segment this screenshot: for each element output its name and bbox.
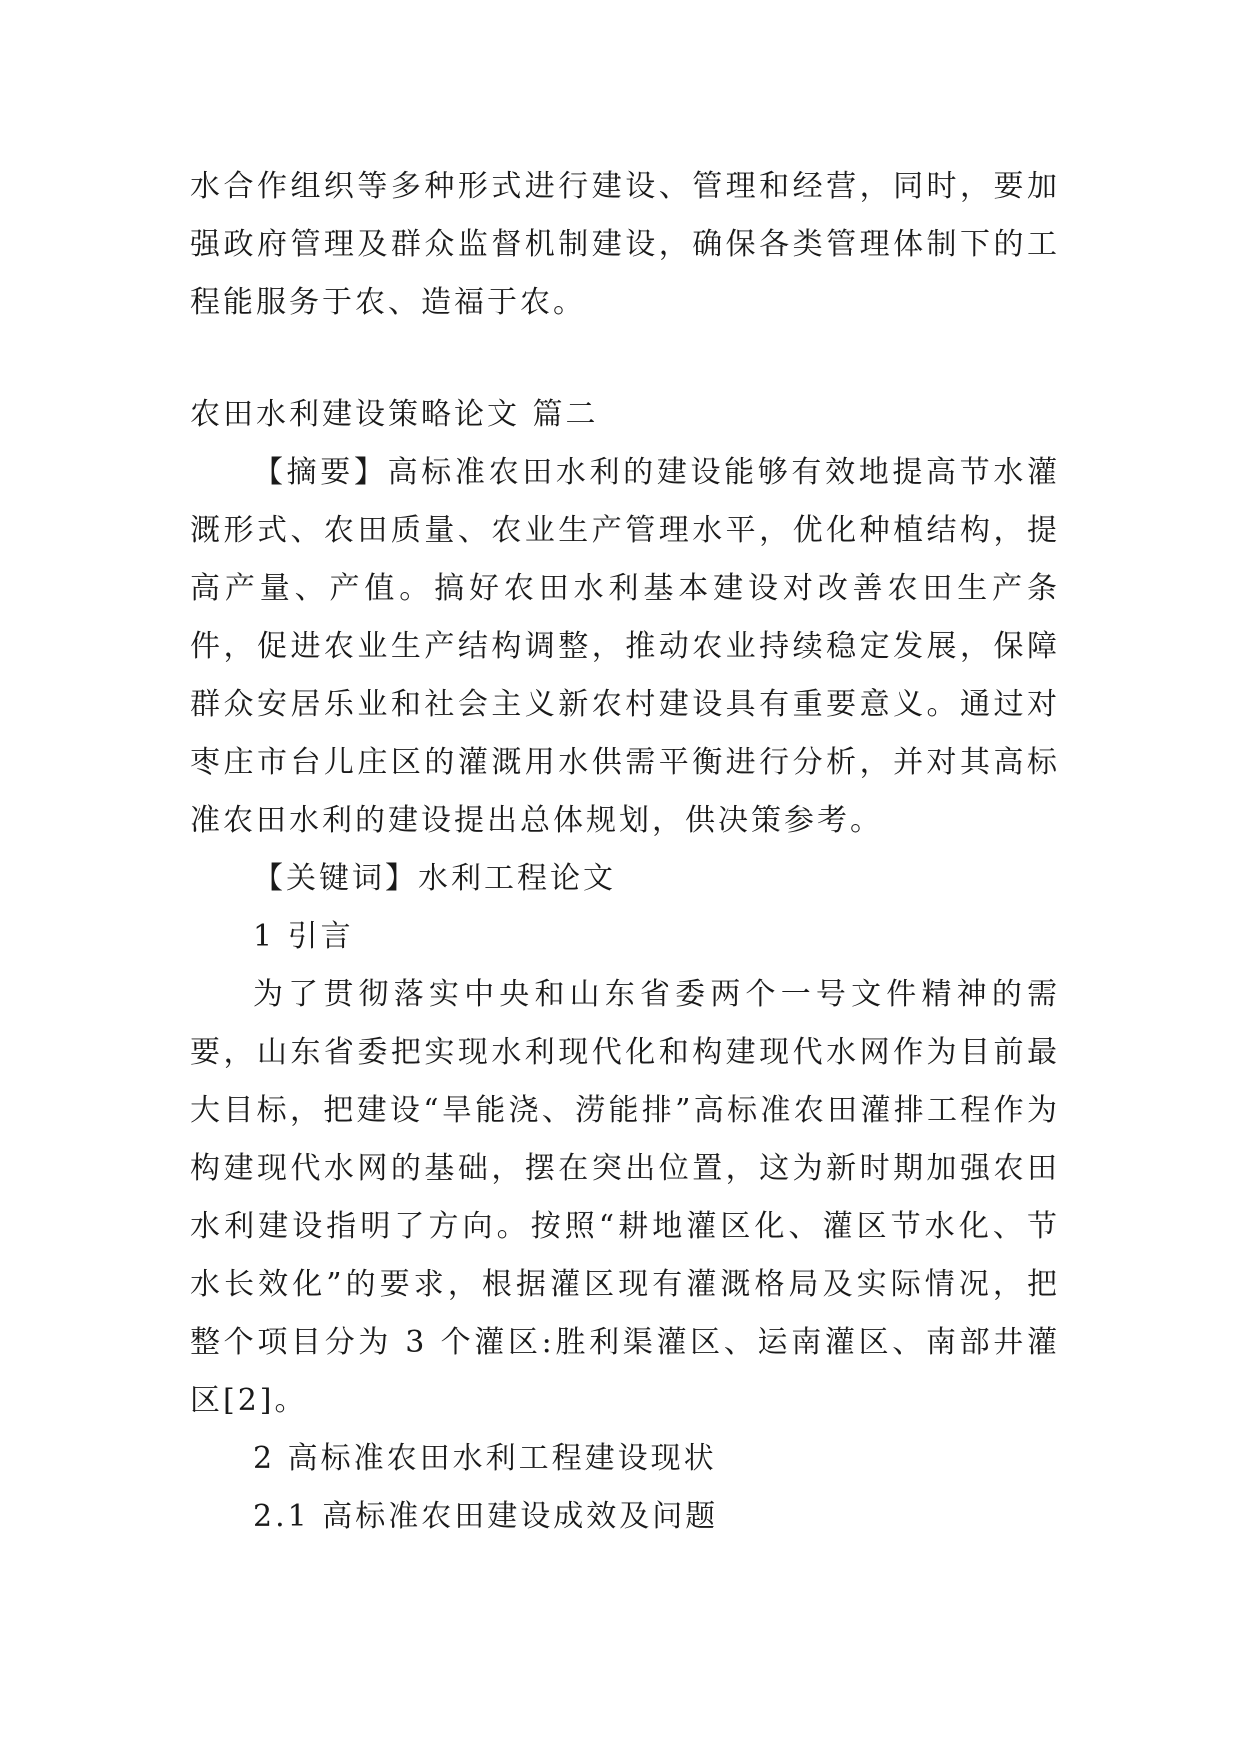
abstract-paragraph: 【摘要】高标准农田水利的建设能够有效地提高节水灌溉形式、农田质量、农业生产管理水平，优化种植结构，提高产量、产值。搞好农田水利基本建设对改善农田生产条件，促进农业生产结构调整，推动农业持续稳定发展，保障群众安居乐业和社会主义新农村建设具有重要意义。通过对枣庄市台儿庄区的灌溉用水供需平衡进行分析，并对其高标准农田水利的建设提出总体规划，供决策参考。 [190, 455, 1060, 838]
heading-results-and-problems: 2.1 高标准农田建设成效及问题 [253, 1499, 719, 1534]
article-body [190, 444, 1060, 1546]
introduction-paragraph: 为了贯彻落实中央和山东省委两个一号文件精神的需要，山东省委把实现水利现代化和构建现代水网作为目前最大目标，把建设“旱能浇、涝能排”高标准农田灌排工程作为构建现代水网的基础，摆在突出位置，这为新时期加强农田水利建设指明了方向。按照“耕地灌区化、灌区节水化、节水长效化”的要求，根据灌区现有灌溉格局及实际情况，把整个项目分为 3 个灌区:胜利渠灌区、运南灌区、南部井灌区[2]。 [190, 977, 1060, 1418]
continuation-paragraph: 水合作组织等多种形式进行建设、管理和经营，同时，要加强政府管理及群众监督机制建设，确保各类管理体制下的工程能服务于农、造福于农。 [190, 169, 1060, 320]
keywords-line: 【关键词】水利工程论文 [253, 861, 616, 896]
continuation-block [190, 158, 1060, 332]
heading-construction-status: 2 高标准农田水利工程建设现状 [253, 1441, 717, 1476]
section-title: 农田水利建设策略论文 篇二 [190, 397, 599, 432]
heading-introduction: 1 引言 [253, 919, 354, 954]
